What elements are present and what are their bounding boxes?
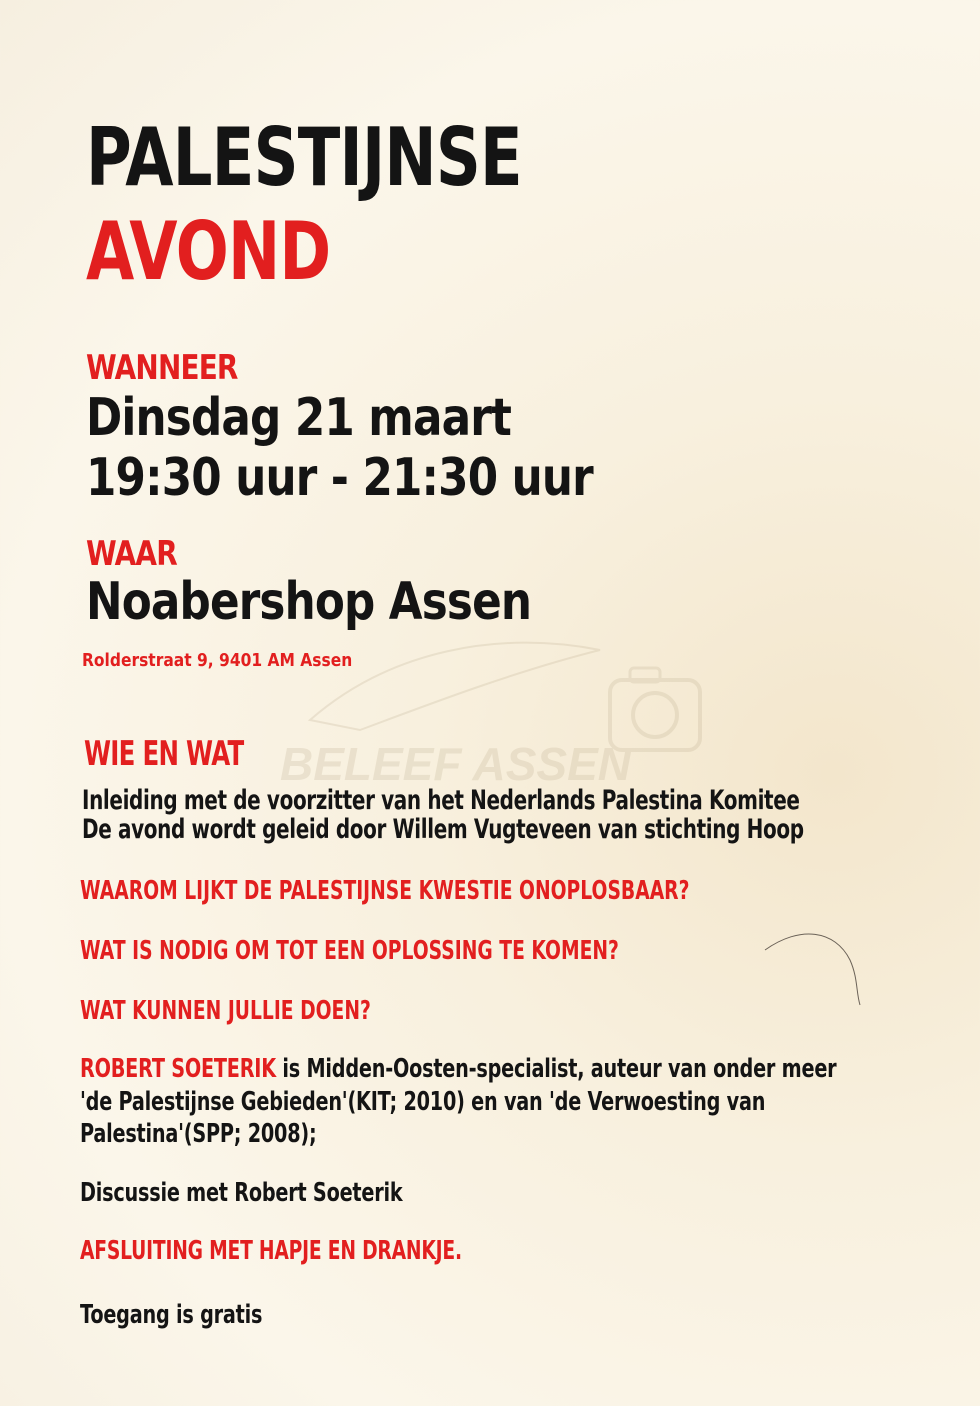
entry-line: Toegang is gratis bbox=[80, 1300, 263, 1330]
watermark-logo bbox=[270, 610, 720, 810]
watermark-text: BELEEF ASSEN bbox=[280, 738, 632, 790]
question-1: WAAROM LIJKT DE PALESTIJNSE KWESTIE ONOPLOSBAAR? bbox=[80, 876, 690, 906]
event-date: Dinsdag 21 maart bbox=[86, 388, 511, 448]
bio-line-2: 'de Palestijnse Gebieden'(KIT; 2010) en van 'de Verwoesting van bbox=[80, 1087, 766, 1117]
when-label: WANNEER bbox=[86, 348, 238, 388]
venue-address: Rolderstraat 9, 9401 AM Assen bbox=[82, 650, 353, 671]
title-line-1: PALESTIJNSE bbox=[86, 111, 522, 204]
closing-line: AFSLUITING MET HAPJE EN DRANKJE. bbox=[80, 1236, 462, 1266]
event-time: 19:30 uur - 21:30 uur bbox=[86, 448, 593, 508]
where-label: WAAR bbox=[86, 534, 177, 574]
bio-line-1 bbox=[80, 1054, 980, 1084]
bio-line-1-text: is Midden-Oosten-specialist, auteur van onder meer bbox=[275, 1054, 837, 1084]
intro-line-2: De avond wordt geleid door Willem Vugteveen van stichting Hoop bbox=[82, 814, 804, 845]
title-line-2: AVOND bbox=[86, 205, 331, 298]
discussion-line: Discussie met Robert Soeterik bbox=[80, 1178, 403, 1208]
who-label: WIE EN WAT bbox=[84, 734, 244, 774]
bio-line-3: Palestina'(SPP; 2008); bbox=[80, 1119, 317, 1149]
question-3: WAT KUNNEN JULLIE DOEN? bbox=[80, 996, 371, 1026]
speaker-name: ROBERT SOETERIK bbox=[80, 1054, 276, 1084]
intro-line-1: Inleiding met de voorzitter van het Nederlands Palestina Komitee bbox=[82, 785, 800, 816]
venue-name: Noabershop Assen bbox=[86, 572, 532, 632]
question-2: WAT IS NODIG OM TOT EEN OPLOSSING TE KOMEN? bbox=[80, 936, 619, 966]
